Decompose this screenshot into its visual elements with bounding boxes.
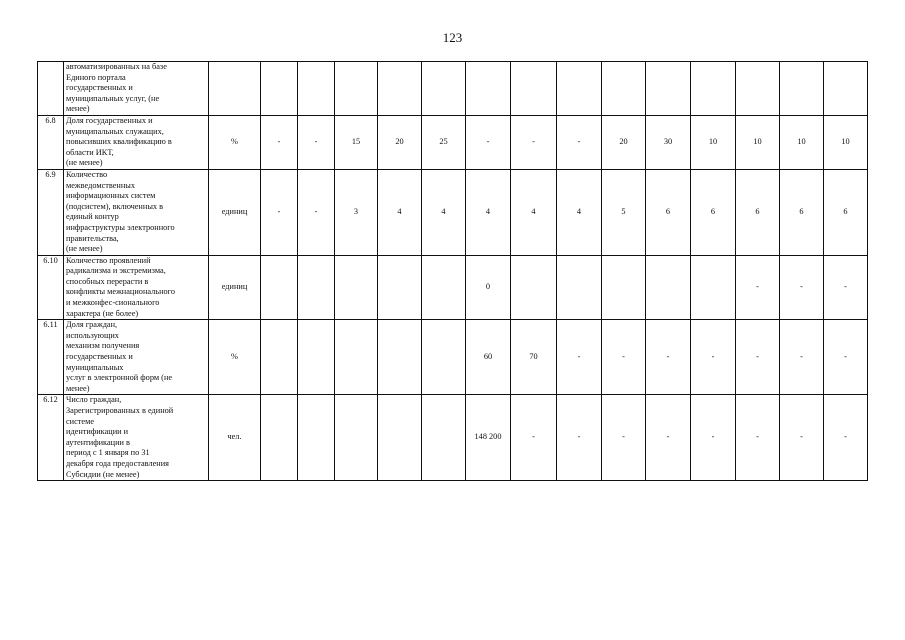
table-row: [38, 169, 868, 255]
value-cell: [824, 62, 868, 116]
description-line: способных перерасти в: [66, 276, 149, 286]
value-cell: 10: [824, 115, 868, 169]
value-cell: 6: [691, 169, 736, 255]
value-cell: -: [691, 320, 736, 395]
unit-cell: %: [209, 320, 261, 395]
description-line: Единого портала: [66, 72, 126, 82]
value-cell: 10: [691, 115, 736, 169]
value-cell: [466, 62, 511, 116]
row-number-cell: 6.8: [38, 115, 64, 169]
value-cell: -: [736, 320, 780, 395]
value-cell: [378, 62, 422, 116]
description-line: муниципальных служащих,: [66, 126, 164, 136]
row-number-cell: 6.12: [38, 395, 64, 481]
value-cell: [511, 62, 557, 116]
description-line: механизм получения: [66, 341, 140, 351]
value-cell: -: [557, 320, 602, 395]
value-cell: 6: [646, 169, 691, 255]
value-cell: -: [824, 320, 868, 395]
value-cell: [298, 255, 335, 320]
description-line: менее): [66, 383, 90, 393]
description-line: и межконфес-сионального: [66, 298, 160, 308]
description-line: (не менее): [66, 158, 103, 168]
description-line: услуг в электронной форм (не: [66, 373, 173, 383]
value-cell: [691, 62, 736, 116]
value-cell: 60: [466, 320, 511, 395]
value-cell: -: [466, 115, 511, 169]
value-cell: 0: [466, 255, 511, 320]
value-cell: [335, 320, 378, 395]
description-line: автоматизированных на базе: [66, 62, 167, 71]
value-cell: 148 200: [466, 395, 511, 481]
description-line: радикализма и экстремизма,: [66, 266, 166, 276]
value-cell: [261, 395, 298, 481]
value-cell: 20: [378, 115, 422, 169]
value-cell: [557, 62, 602, 116]
value-cell: 5: [602, 169, 646, 255]
value-cell: [646, 255, 691, 320]
value-cell: [511, 255, 557, 320]
value-cell: [261, 62, 298, 116]
description-line: Количество проявлений: [66, 255, 151, 265]
value-cell: [422, 62, 466, 116]
description-line: использующих: [66, 330, 119, 340]
value-cell: [378, 255, 422, 320]
row-number-cell: 6.11: [38, 320, 64, 395]
value-cell: [422, 395, 466, 481]
value-cell: -: [736, 255, 780, 320]
value-cell: 6: [736, 169, 780, 255]
description-line: аутентификации в: [66, 437, 130, 447]
value-cell: [261, 255, 298, 320]
value-cell: 25: [422, 115, 466, 169]
table-row: [38, 255, 868, 320]
row-number-cell: 6.9: [38, 169, 64, 255]
value-cell: [780, 62, 824, 116]
value-cell: 4: [466, 169, 511, 255]
value-cell: -: [557, 395, 602, 481]
value-cell: 4: [557, 169, 602, 255]
value-cell: 6: [780, 169, 824, 255]
value-cell: [422, 255, 466, 320]
value-cell: -: [298, 115, 335, 169]
description-line: системе: [66, 416, 95, 426]
table-row: [38, 320, 868, 395]
table-row: [38, 115, 868, 169]
value-cell: [557, 255, 602, 320]
description-line: (не менее): [66, 244, 103, 254]
row-number-cell: [38, 62, 64, 116]
description-line: Зарегистрированных в единой: [66, 406, 174, 415]
value-cell: [422, 320, 466, 395]
row-number-cell: 6.10: [38, 255, 64, 320]
value-cell: [298, 395, 335, 481]
description-line: межведомственных: [66, 180, 136, 190]
value-cell: -: [780, 255, 824, 320]
description-line: информационных систем: [66, 191, 156, 201]
indicator-description-cell: [64, 169, 209, 255]
description-line: правительства,: [66, 233, 119, 243]
value-cell: -: [557, 115, 602, 169]
description-line: Число граждан,: [66, 395, 122, 405]
value-cell: -: [511, 115, 557, 169]
description-line: (подсистем), включенных в: [66, 201, 164, 211]
value-cell: 4: [422, 169, 466, 255]
value-cell: -: [780, 320, 824, 395]
indicator-description-cell: [64, 62, 209, 116]
description-line: повысивших квалификацию в: [66, 137, 172, 147]
unit-cell: чел.: [209, 395, 261, 481]
value-cell: -: [511, 395, 557, 481]
value-cell: [261, 320, 298, 395]
value-cell: -: [261, 169, 298, 255]
description-line: конфликты межнационального: [66, 287, 176, 297]
value-cell: [298, 62, 335, 116]
description-line: менее): [66, 104, 90, 114]
description-line: декабря года предоставления: [66, 458, 169, 468]
description-line: государственных и: [66, 352, 133, 362]
indicator-description-cell: [64, 115, 209, 169]
value-cell: -: [298, 169, 335, 255]
description-line: период с 1 января по 31: [66, 448, 150, 458]
value-cell: -: [646, 395, 691, 481]
value-cell: 20: [602, 115, 646, 169]
unit-cell: %: [209, 115, 261, 169]
value-cell: 10: [736, 115, 780, 169]
indicator-description-cell: [64, 255, 209, 320]
value-cell: [378, 320, 422, 395]
description-line: идентификации и: [66, 427, 129, 437]
value-cell: 30: [646, 115, 691, 169]
description-line: Доля государственных и: [66, 115, 153, 125]
indicators-table: [37, 61, 868, 481]
value-cell: 10: [780, 115, 824, 169]
value-cell: -: [602, 320, 646, 395]
value-cell: 15: [335, 115, 378, 169]
value-cell: 4: [511, 169, 557, 255]
description-line: муниципальных услуг, (не: [66, 93, 160, 103]
value-cell: 3: [335, 169, 378, 255]
table-row: [38, 62, 868, 116]
value-cell: -: [646, 320, 691, 395]
indicator-description-cell: [64, 395, 209, 481]
value-cell: [378, 395, 422, 481]
value-cell: [335, 395, 378, 481]
description-line: характера (не более): [66, 308, 139, 318]
description-line: Количество: [66, 169, 108, 179]
value-cell: [335, 255, 378, 320]
value-cell: [602, 62, 646, 116]
value-cell: 4: [378, 169, 422, 255]
value-cell: -: [824, 255, 868, 320]
description-line: государственных и: [66, 83, 133, 93]
value-cell: -: [261, 115, 298, 169]
value-cell: [335, 62, 378, 116]
unit-cell: [209, 62, 261, 116]
page-number: 123: [442, 30, 463, 45]
unit-cell: единиц: [209, 255, 261, 320]
value-cell: -: [691, 395, 736, 481]
value-cell: [602, 255, 646, 320]
value-cell: 70: [511, 320, 557, 395]
value-cell: [646, 62, 691, 116]
value-cell: -: [824, 395, 868, 481]
description-line: инфраструктуры электронного: [66, 222, 175, 232]
indicator-description-cell: [64, 320, 209, 395]
value-cell: 6: [824, 169, 868, 255]
value-cell: -: [736, 395, 780, 481]
unit-cell: единиц: [209, 169, 261, 255]
description-line: Доля граждан,: [66, 320, 118, 330]
table-row: [38, 395, 868, 481]
description-line: Субсидии (не менее): [66, 469, 140, 479]
value-cell: -: [780, 395, 824, 481]
value-cell: [736, 62, 780, 116]
description-line: муниципальных: [66, 362, 124, 372]
value-cell: [691, 255, 736, 320]
value-cell: -: [602, 395, 646, 481]
value-cell: [298, 320, 335, 395]
description-line: области ИКТ,: [66, 147, 114, 157]
description-line: единый контур: [66, 212, 119, 222]
